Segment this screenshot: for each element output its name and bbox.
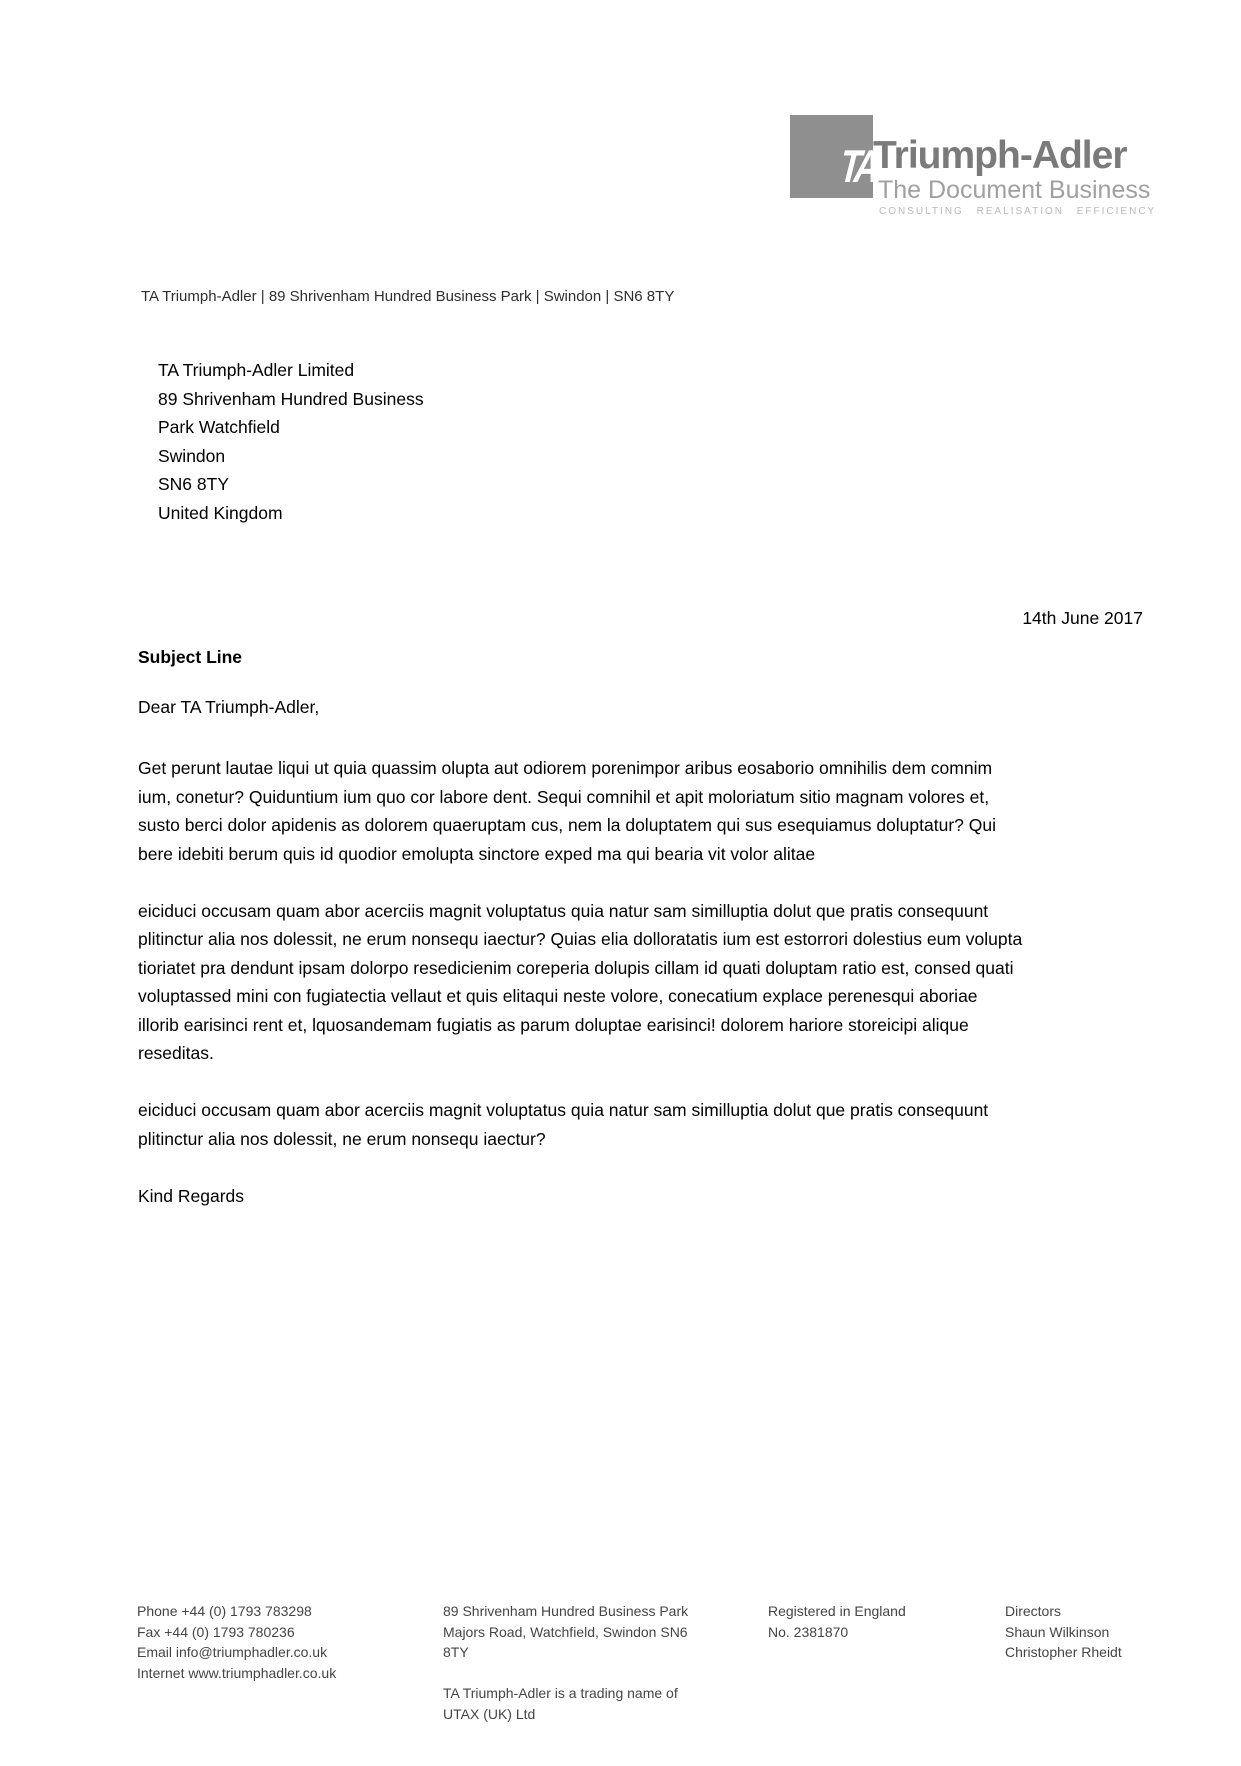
footer-directors: Directors Shaun Wilkinson Christopher Rheidt: [1005, 1603, 1122, 1660]
body-paragraph-2: eiciduci occusam quam abor acerciis magnit voluptatus quia natur sam similluptia dolut que pratis consequunt plitinctur alia nos dolessit, ne erum nonsequ iaectur? Quias elia dolloratatis ium est estorrori dolestius eum volupta tioriatet pra dendunt ipsam dolorpo resedicienim coreperia dolupis cillam id quati doluptam ratio est, consed quati voluptassed mini con fugiatectia vellaut et quis elitaqui neste volore, conecatium explace perenesqui aboriae illorib earisinci rent et, lquosandemam fugiatis as parum doluptae earisinci! dolorem hariore storeicipi alique reseditas.: [138, 900, 1023, 1063]
closing: Kind Regards: [138, 1185, 245, 1206]
footer-trading-name: TA Triumph-Adler is a trading name of UTAX (UK) Ltd: [443, 1685, 678, 1722]
sender-line: TA Triumph-Adler | 89 Shrivenham Hundred Business Park | Swindon | SN6 8TY: [141, 288, 675, 305]
logo-square: [790, 115, 884, 198]
footer-address-column: [443, 1601, 688, 1724]
footer-contact: Phone +44 (0) 1793 783298 Fax +44 (0) 1793 780236 Email info@triumphadler.co.uk Internet www.triumphadler.co.uk: [137, 1603, 337, 1681]
ta-logo-mark-icon: TA: [834, 140, 884, 192]
footer-street-address: 89 Shrivenham Hundred Business Park Majors Road, Watchfield, Swindon SN6 8TY: [443, 1603, 689, 1660]
brand-tagline: The Document Business: [878, 176, 1151, 204]
letter-body: [138, 754, 1138, 1239]
brand-name: Triumph-Adler: [873, 134, 1127, 177]
subject-line: Subject Line: [138, 647, 243, 667]
salutation: Dear TA Triumph-Adler,: [138, 697, 320, 717]
footer-registration: Registered in England No. 2381870: [768, 1603, 906, 1640]
logo-text: [873, 135, 1156, 217]
brand-subtagline: CONSULTING REALISATION EFFICIENCY: [879, 206, 1157, 217]
recipient-address: TA Triumph-Adler Limited 89 Shrivenham Hundred Business Park Watchfield Swindon SN6 8TY United Kingdom: [158, 360, 424, 523]
letter-date: 14th June 2017: [1022, 608, 1143, 628]
company-logo: [790, 115, 1157, 225]
body-paragraph-3: eiciduci occusam quam abor acerciis magnit voluptatus quia natur sam similluptia dolut que pratis consequunt plitinctur alia nos dolessit, ne erum nonsequ iaectur?: [138, 1100, 989, 1149]
body-paragraph-1: Get perunt lautae liqui ut quia quassim olupta aut odiorem porenimpor aribus eosaborio omnihilis dem comnim ium, conetur? Quiduntium ium quo cor labore dent. Sequi comnihil et apit moloriatum sitio magnam volores et, susto berci dolor apidenis as dolorem quaeruptam cus, nem la doluptatem qui sus esequiamus doluptatur? Qui bere idebiti berum quis id quodior emolupta sinctore exped ma qui bearia vit volor alitae: [138, 758, 996, 864]
